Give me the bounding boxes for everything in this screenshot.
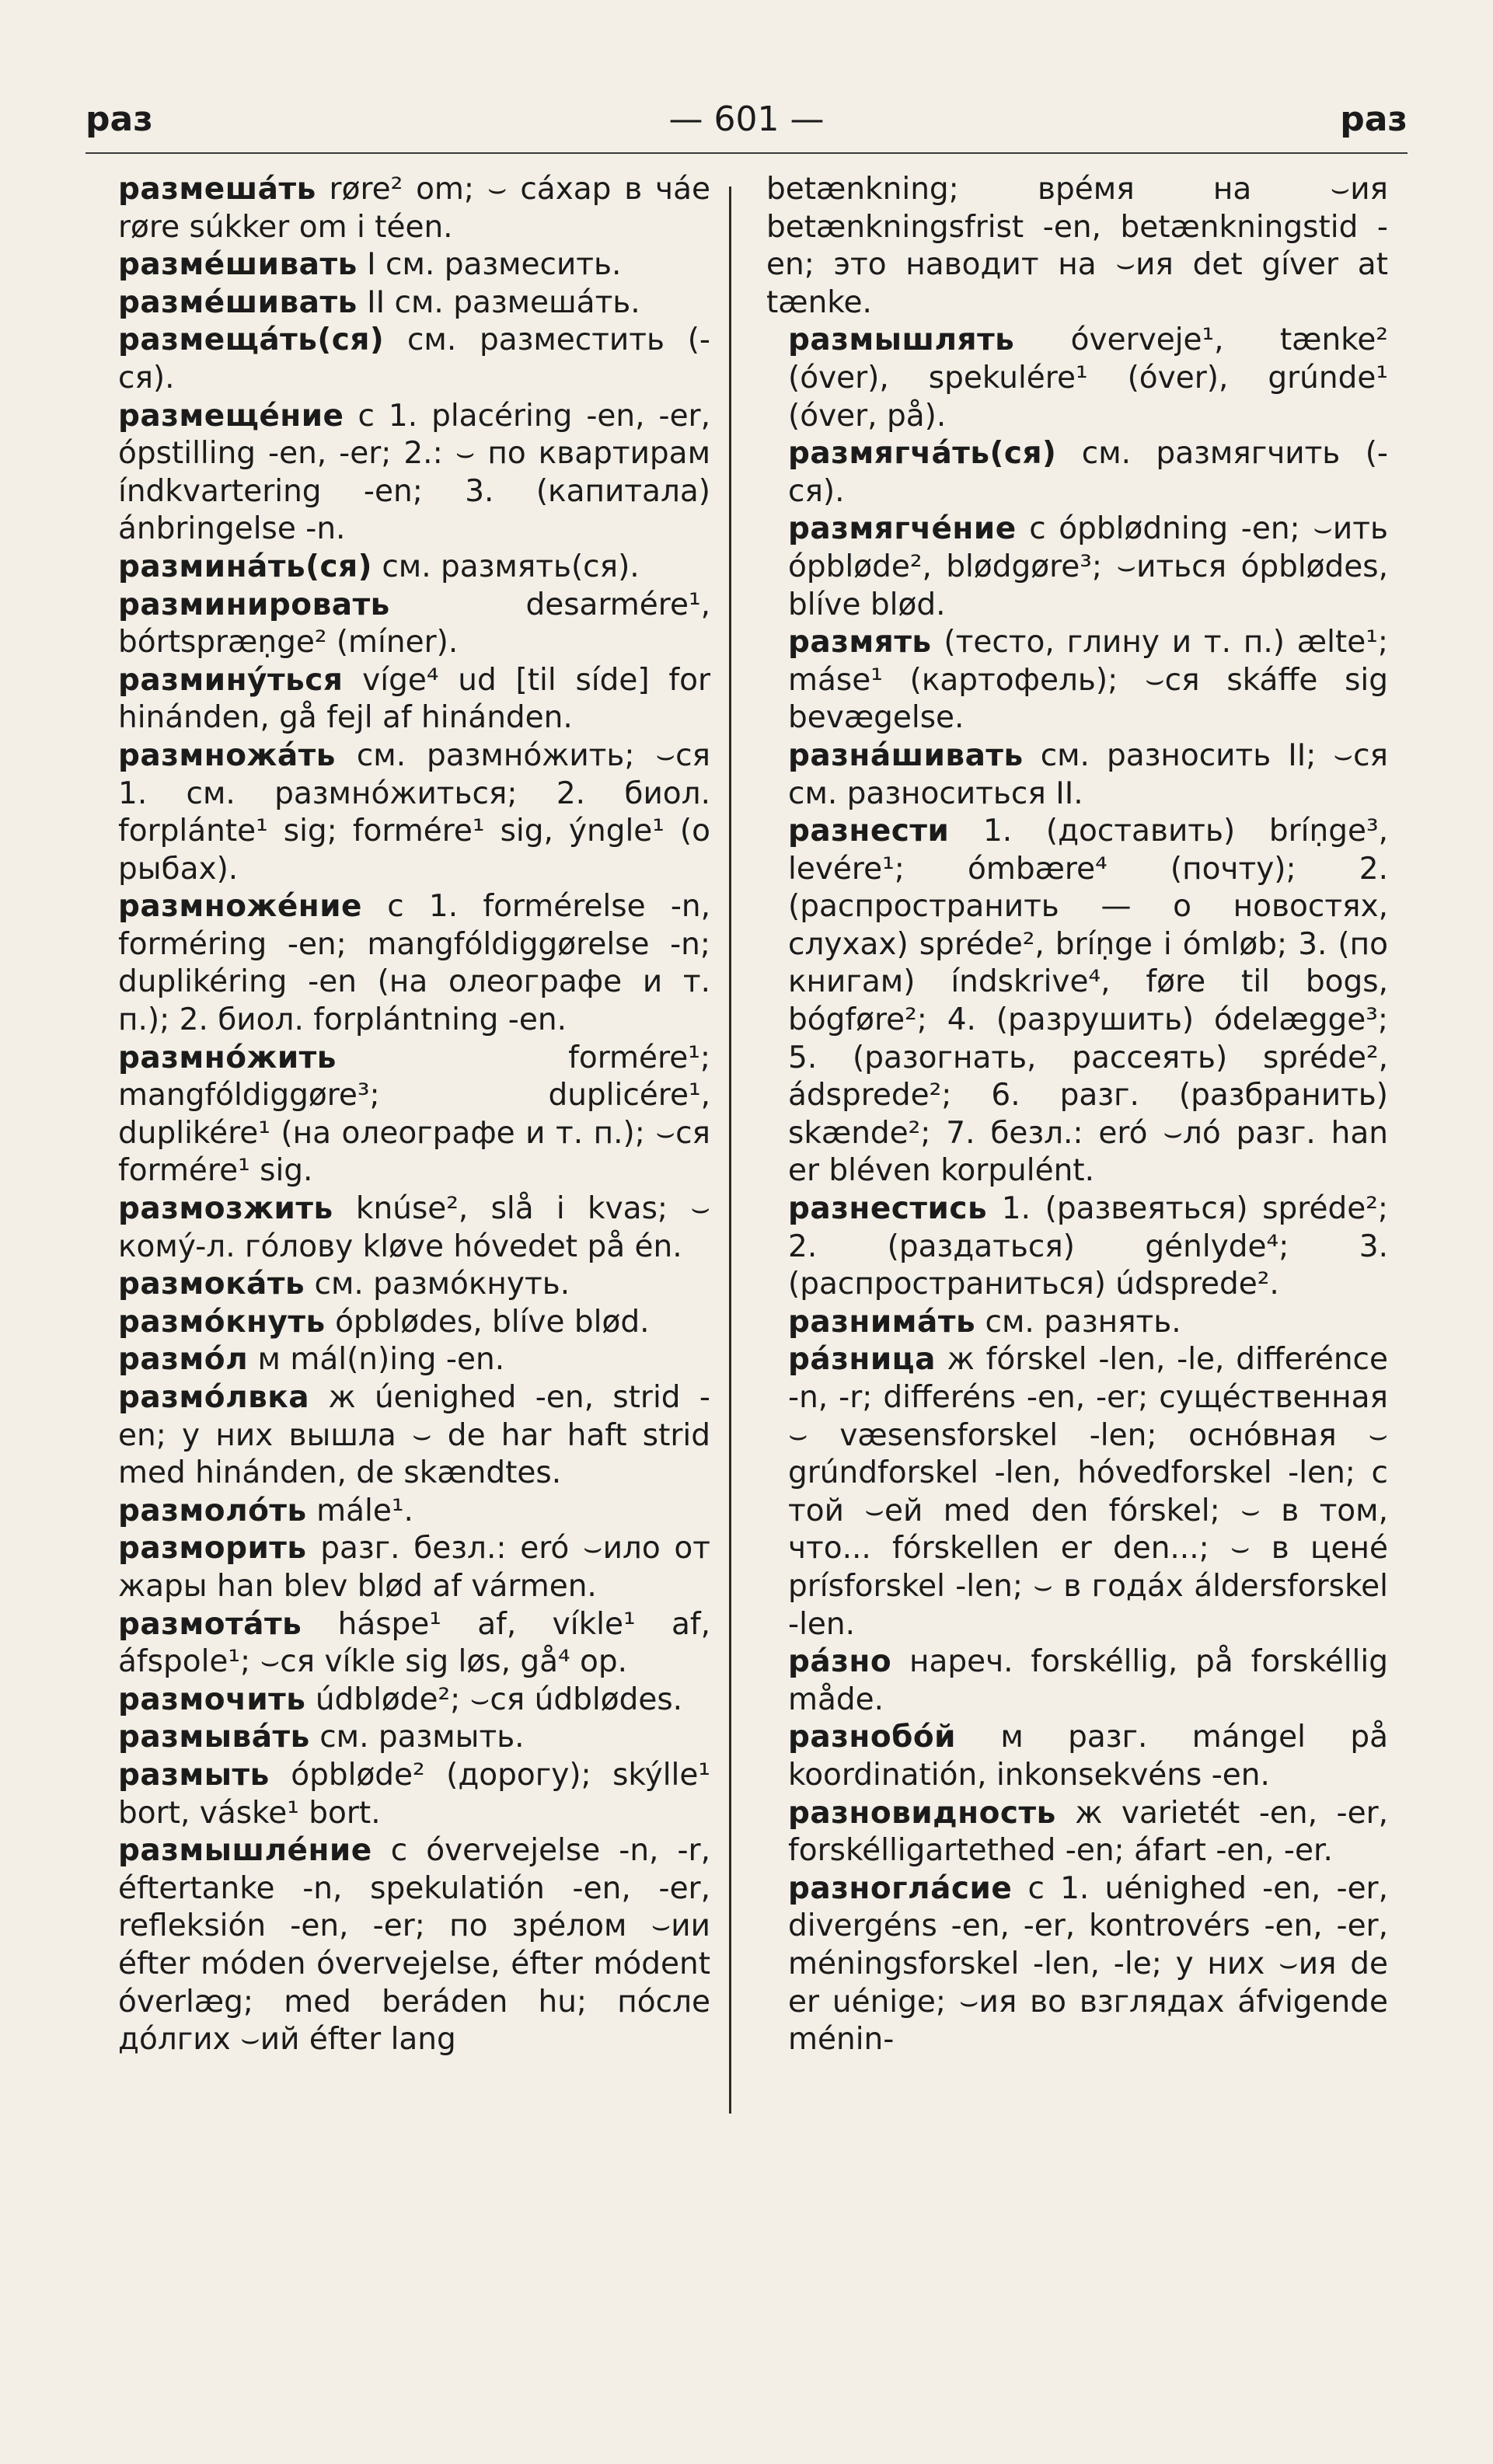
entry-headword: размóкнуть [118,1304,326,1340]
entry-definition: см. разносить II; ⌣ся см. разноситься II. [788,737,1388,811]
page-number: — 601 — [668,99,825,139]
dictionary-entry [96,284,710,322]
entry-definition: см. размóкнуть. [305,1267,570,1302]
entry-definition: с 1. uénighed -en, -er, divergéns -en, -er, kontrovérs -en, -er, méningsforskel -len, -le; у них ⌣ия de er uénige; ⌣ия во взглядах áfvigende ménin- [788,1870,1388,2058]
dictionary-entry [96,549,710,587]
entry-headword: разнимáть [788,1304,976,1340]
entry-definition: betænkning; врéмя на ⌣ия betænkningsfrist -en, betænkningstid -en; это наводит на ⌣ия det gíver at tænke. [766,172,1388,320]
entry-definition: desarmére¹, bórtspræṇge² (míner). [118,587,710,660]
dictionary-entry [96,322,710,397]
entry-definition: 1. (доставить) bríṇge³, levére¹; ómbære⁴ (почту); 2. (распространить — о новостях, слухах) spréde², bríṇge i ómløb; 3. (по книгам) índskrive⁴, føre til bogs, bógføre²; 4. (разрушить) ódelægge³; 5. (разогнать, рассеять) spréde², ádsprede²; 6. разг. (разбранить) skænde²; 7. безл.: eró ⌣лó разг. han er bléven korpulént. [788,814,1388,1189]
dictionary-entry [766,737,1388,813]
entry-definition: knúse², slå i kvas; ⌣ комý-л. гóлову kløve hóvedet på én. [118,1191,710,1264]
entry-definition: mále¹. [306,1493,413,1528]
page-header [85,99,1408,146]
dictionary-entry [766,1341,1388,1643]
entry-headword: размéшивать [118,247,358,283]
entry-definition: разг. безл.: eró ⌣ило от жары han blev blød af vármen. [118,1531,710,1604]
entry-headword: размéшивать [118,284,358,320]
dictionary-entry [96,1757,710,1832]
entry-headword: размокáть [118,1267,305,1302]
dictionary-entry [96,1304,710,1342]
column-divider [729,186,731,2114]
dictionary-entry [766,1795,1388,1870]
entry-headword: размножéние [118,889,362,925]
entry-headword: размывáть [118,1720,310,1755]
entry-definition: ж varietét -en, -er, forskélligartethed -en; áfart -en, -er. [788,1795,1388,1869]
entry-headword: размолóть [118,1493,307,1528]
entry-headword: размещéние [118,398,344,434]
dictionary-entry [96,171,710,246]
dictionary-entry [766,511,1388,624]
entry-definition: см. размять(ся). [372,549,640,584]
entry-headword: разноглáсие [788,1870,1013,1906]
dictionary-entry [766,1870,1388,2059]
dictionary-entry [96,1832,710,2059]
entry-definition: с ópblødning -en; ⌣ить ópbløde², blødgøre³; ⌣иться ópblødes, blíve blød. [788,511,1388,622]
dictionary-entry [96,1719,710,1757]
dictionary-entry [96,1266,710,1304]
entry-definition: м разг. mángel på koordinatión, inkonsekvéns -en. [788,1720,1388,1793]
dictionary-entry [766,1643,1388,1719]
entry-definition: с 1. placéring -en, -er, ópstilling -en, -er; 2.: ⌣ по квартирам índkvartering -en; 3. (капитала) ánbringelse -n. [118,398,710,547]
dictionary-entry [96,1341,710,1379]
entry-definition: háspe¹ af, víkle¹ af, áfspole¹; ⌣ся víkle sig løs, gå⁴ op. [118,1606,710,1680]
dictionary-entry [96,1379,710,1493]
entry-headword: рáзно [788,1644,892,1680]
dictionary-entry [96,1530,710,1605]
entry-definition: ópblødes, blíve blød. [325,1304,650,1340]
entry-definition: с óvervejelse -n, -r, éftertanke -n, spekulatión -en, -er, refleksión -en, -er; по зрéлом ⌣ии éfter móden óvervejelse, éfter módent óverlæg; med beráden hu; пóсле дóлгих ⌣ий éfter lang [118,1833,710,2058]
entry-headword: разморить [118,1531,307,1567]
dictionary-entry [766,171,1388,322]
dictionary-entry [96,1606,710,1682]
entry-definition: røre² om; ⌣ cáxap в чáе røre súkker om i téen. [118,172,710,245]
entry-definition: см. размягчить (-ся). [788,436,1388,509]
dictionary-entry [96,737,710,888]
dictionary-entry [96,398,710,549]
header-left-guideword: раз [85,99,153,139]
dictionary-entry [766,322,1388,435]
dictionary-entry [766,1304,1388,1342]
entry-headword: разновидность [788,1795,1056,1831]
entry-headword: размóлвка [118,1380,310,1415]
entry-headword: размять [788,625,932,660]
entry-headword: разнести [788,814,950,849]
entry-headword: размышлять [788,322,1015,358]
dictionary-entry [96,1493,710,1531]
entry-definition: I см. размесить. [357,247,622,283]
entry-headword: размышлéние [118,1833,372,1869]
left-column [96,171,710,2059]
entry-headword: рáзница [788,1342,936,1378]
entry-definition: см. размнóжить; ⌣ся 1. см. размнóжиться; 2. биол. forplánte¹ sig; formére¹ sig, ýngle¹ (о рыбах). [118,737,710,887]
dictionary-entry [96,662,710,737]
entry-definition: ópbløde² (дорогу); skýlle¹ bort, váske¹ bort. [118,1757,710,1831]
entry-headword: размножáть [118,737,336,773]
entry-definition: ж fórskel -len, -le, differénce -n, -r; differéns -en, -er; сущéственная ⌣ væsensforskel -len; оснóвная ⌣ grúndforskel -len, hóvedforskel -len; с той ⌣ей med den fórskel; ⌣ в том, что... fórskellen er den...; ⌣ в ценé prísforskel -len; ⌣ в годáх áldersforskel -len. [788,1342,1388,1642]
entry-headword: размешáть [118,172,316,207]
entry-headword: размнóжить [118,1040,337,1075]
entry-definition: (тесто, глину и т. п.) ælte¹; máse¹ (картофель); ⌣ся skáffe sig bevægelse. [788,625,1388,736]
entry-definition: 1. (развеяться) spréde²; 2. (раздаться) génlyde⁴; 3. (распространиться) údsprede². [788,1191,1388,1302]
entry-definition: formére¹; mangfóldiggøre³; duplicére¹, duplikére¹ (на олеографе и т. п.); ⌣ся formére¹ sig. [118,1040,710,1189]
header-right-guideword: раз [1340,99,1408,139]
entry-definition: с 1. formérelse -n, forméring -en; mangfóldiggørelse -n; duplikéring -en (на олеографе и т. п.); 2. биол. forplántning -en. [118,889,710,1038]
entry-headword: размещáть(ся) [118,322,385,358]
dictionary-entry [96,1190,710,1266]
right-column [766,171,1388,2059]
entry-definition: см. размыть. [309,1720,525,1755]
dictionary-entry [766,1190,1388,1304]
entry-definition: см. разнять. [975,1304,1181,1340]
dictionary-entry [96,888,710,1039]
entry-headword: размягчéние [788,511,1017,547]
entry-definition: II см. размешáть. [357,284,640,320]
dictionary-entry [766,435,1388,511]
entry-definition: см. разместить (-ся). [118,322,710,396]
entry-definition: víge⁴ ud [til síde] for hinánden, gå fejl af hinánden. [118,662,710,736]
dictionary-entry [766,813,1388,1190]
entry-headword: размотáть [118,1606,302,1642]
entry-headword: разминировать [118,587,390,622]
entry-definition: нареч. forskéllig, på forskéllig måde. [788,1644,1388,1717]
entry-headword: разминáть(ся) [118,549,372,584]
entry-definition: údbløde²; ⌣ся údblødes. [305,1682,683,1717]
entry-headword: разминýться [118,662,344,698]
entry-headword: размозжить [118,1191,333,1227]
entry-headword: разнáшивать [788,737,1024,773]
dictionary-entry [96,246,710,284]
entry-definition: óverveje¹, tænke² (óver), spekulére¹ (óver), grúnde¹ (óver, på). [788,322,1388,434]
dictionary-entry [766,624,1388,737]
entry-headword: размягчáть(ся) [788,436,1057,472]
entry-definition: ж úenighed -en, strid -en; у них вышла ⌣ de har haft strid med hinánden, de skændtes. [118,1380,710,1491]
dictionary-entry [96,1682,710,1720]
entry-headword: размочить [118,1682,306,1717]
dictionary-entry [96,1040,710,1190]
entry-definition: м mál(n)ing -en. [248,1342,505,1378]
entry-headword: размыть [118,1757,270,1793]
dictionary-entry [96,587,710,662]
dictionary-entry [766,1719,1388,1794]
entry-headword: разнестись [788,1191,988,1227]
entry-headword: разнобóй [788,1720,956,1755]
entry-headword: размóл [118,1342,249,1378]
header-rule [85,152,1408,154]
